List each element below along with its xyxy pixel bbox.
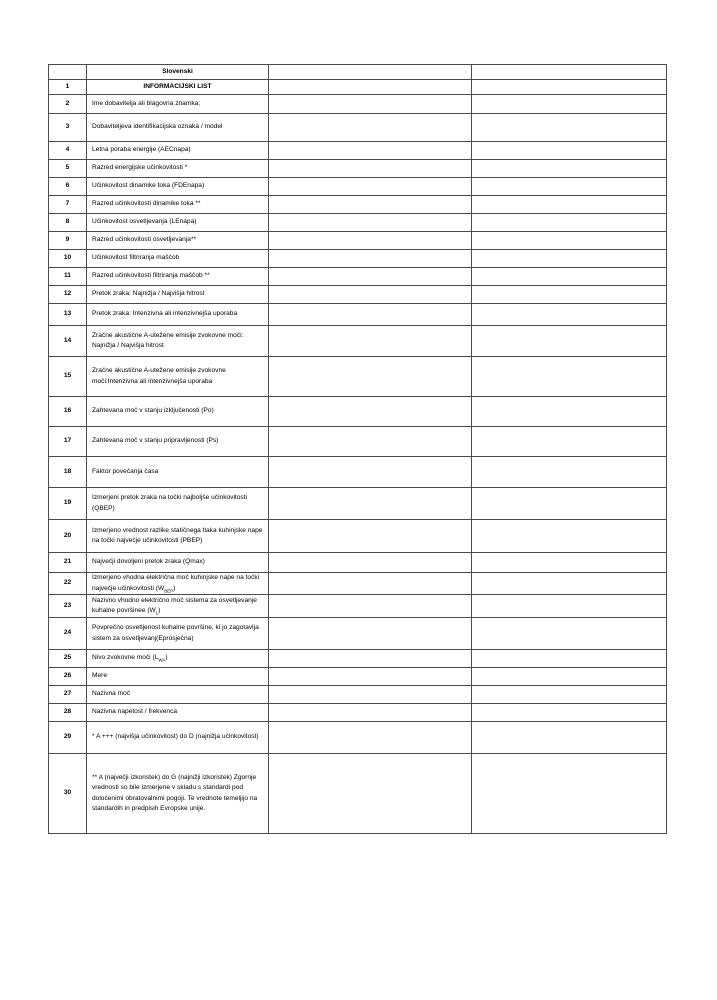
value-cell [472,196,667,214]
value-cell [269,427,472,457]
value-cell [472,686,667,704]
value-cell [472,397,667,427]
row-label-text: Izmerjeno vhodna električna moč kuhinjske nape na točki največje učinkovitosti (W [92,574,260,592]
row-label [87,457,269,488]
value-cell [472,704,667,722]
value-cell [269,553,472,573]
row-number: 7 [49,196,87,214]
title-row [49,80,667,95]
row-number: 21 [49,553,87,573]
value-cell [472,573,667,595]
row-number: 27 [49,686,87,704]
row-number: 11 [49,268,87,286]
row-label-text: Največji dovoljeni pretok zraka (Qmax) [92,558,205,566]
row-number: 20 [49,520,87,553]
row-label [87,178,269,196]
value-cell [269,668,472,686]
row-label [87,232,269,250]
row-label [87,250,269,268]
row-label [87,196,269,214]
row-label-suffix: ) [165,654,168,662]
table-row [49,520,667,553]
row-number: 16 [49,397,87,427]
row-label [87,618,269,650]
row-label [87,397,269,427]
row-number: 4 [49,142,87,160]
table-row [49,142,667,160]
table-row [49,357,667,397]
row-label-text: Ime dobavitelja ali blagovna znamka; [92,99,201,107]
row-label [87,686,269,704]
row-label-text: Zračne akustične A-utežene emisije zvokovne moči: Najnižja / Najvišja hitrost [92,331,244,349]
row-label-text: Faktor povečanja časa [92,467,159,475]
table-row [49,650,667,668]
information-sheet [48,64,666,834]
row-number: 2 [49,95,87,114]
row-number: 22 [49,573,87,595]
table-row [49,686,667,704]
row-label-text: Učinkovitost dinamike toka (FDEnapa) [92,182,205,190]
table-row [49,268,667,286]
table-row [49,232,667,250]
row-label-suffix: ) [173,584,176,592]
value-cell [472,668,667,686]
value-cell [472,722,667,754]
value-cell [472,595,667,618]
table-row [49,250,667,268]
value-cell [269,573,472,595]
value-cell [472,520,667,553]
value-cell [269,250,472,268]
table-row [49,573,667,595]
row-number: 23 [49,595,87,618]
value-cell [472,142,667,160]
value-cell [472,553,667,573]
value-cell [269,686,472,704]
row-label [87,754,269,834]
blank-cell [472,65,667,80]
value-cell [269,268,472,286]
value-cell [269,754,472,834]
value-cell [269,142,472,160]
value-cell [269,178,472,196]
row-number: 29 [49,722,87,754]
table-row [49,326,667,357]
table-row [49,427,667,457]
value-cell [472,357,667,397]
row-label-text: Izmerjeni pretok zraka na točki najboljše učinkovitosti (QBEP) [92,494,248,512]
value-cell [472,232,667,250]
value-cell [269,595,472,618]
row-label-text: Razred učinkovitosti osvetljevanja** [92,236,197,244]
row-number: 19 [49,488,87,520]
table-row [49,668,667,686]
table-row [49,397,667,427]
row-label [87,427,269,457]
row-label-text: ** A (največji izkoristek) do G (najnižji izkoristek) Zgornje vrednosti so bile izmerjene v skladu s standardi pod določenimi obratovalnimi pogoji. Te vrednote temeljijo na standardih in predpisih Evropske unije. [92,773,258,812]
row-number: 12 [49,286,87,304]
value-cell [269,326,472,357]
value-cell [472,650,667,668]
row-label-text: Zahtevana moč v stanju pripravljenosti (Ps) [92,437,219,445]
row-label [87,95,269,114]
row-label-text: Povprečno osvetljenost kuhalne površine, ki jo zagotavlja sistem za osvetljevanj(Eprosječna) [92,624,259,642]
row-number: 8 [49,214,87,232]
row-label-text: Učinkovitost osvetljevanja (LEnapa) [92,218,197,226]
row-number: 17 [49,427,87,457]
language-header: Slovenski [87,65,269,80]
row-label-text: Nazivno vhodno električno moč sistema za osvetljevanje kuhalne površinee (W [92,596,257,614]
row-label [87,553,269,573]
row-label [87,595,269,618]
blank-cell [49,65,87,80]
row-label-text: Razred učinkovitosti dinamike toka ** [92,200,201,208]
row-label-text: Nivo zvokovne moči (L [92,654,159,662]
value-cell [269,722,472,754]
row-label [87,142,269,160]
value-cell [472,214,667,232]
row-label [87,214,269,232]
information-table [48,64,667,834]
row-label [87,722,269,754]
value-cell [269,520,472,553]
value-cell [269,286,472,304]
value-cell [472,326,667,357]
value-cell [269,357,472,397]
row-label [87,326,269,357]
row-label [87,704,269,722]
value-cell [472,304,667,326]
value-cell [472,80,667,95]
row-number: 10 [49,250,87,268]
row-number: 28 [49,704,87,722]
table-row [49,722,667,754]
value-cell [269,80,472,95]
row-label-text: Pretok zraka: Intenzivna ali intenzivnejša uporaba [92,310,238,318]
value-cell [269,650,472,668]
table-row [49,214,667,232]
value-cell [269,457,472,488]
row-number: 9 [49,232,87,250]
row-label [87,520,269,553]
value-cell [472,754,667,834]
language-row [49,65,667,80]
value-cell [269,488,472,520]
value-cell [472,268,667,286]
table-row [49,286,667,304]
row-number: 30 [49,754,87,834]
table-row [49,704,667,722]
table-row [49,196,667,214]
row-label [87,114,269,142]
value-cell [472,114,667,142]
row-label-text: Zračne akustične A-utežene emisije zvokovne moči:Intenzivna ali intenzivnejša uporaba [92,367,226,385]
row-label-subscript: WA [158,657,166,663]
value-cell [472,427,667,457]
row-label-text: * A +++ (najvišja učinkovitost) do D (najnižja učinkovitost) [92,733,259,741]
row-label-text: Dobaviteljeva identifikacijska oznaka / model [92,123,223,131]
row-label-text: Nazivna moč [92,690,131,698]
row-label [87,286,269,304]
row-label-text: Pretok zraka: Najnižja / Najvišja hitrost [92,290,205,298]
table-row [49,114,667,142]
row-label [87,488,269,520]
row-label-text: Razred učinkovitosti filtriranja maščob ** [92,272,210,280]
row-label-text: Mere [92,672,108,680]
row-label-text: Razred energijske učinkovitosti * [92,164,188,172]
row-label-text: Nazivna napetost / frekvenca [92,708,178,716]
value-cell [269,397,472,427]
table-row [49,618,667,650]
row-number: 14 [49,326,87,357]
value-cell [472,178,667,196]
row-number: 6 [49,178,87,196]
table-row [49,553,667,573]
table-row [49,95,667,114]
row-number: 3 [49,114,87,142]
row-label [87,357,269,397]
row-label-suffix: ) [158,607,161,614]
row-number: 5 [49,160,87,178]
value-cell [472,457,667,488]
row-number: 24 [49,618,87,650]
row-number: 25 [49,650,87,668]
value-cell [269,114,472,142]
row-label-subscript: L [155,610,159,616]
row-number: 18 [49,457,87,488]
value-cell [472,488,667,520]
row-label [87,668,269,686]
table-row [49,304,667,326]
row-number: 13 [49,304,87,326]
table-row [49,178,667,196]
row-label [87,650,269,668]
table-row [49,754,667,834]
row-label-text: Letna poraba energije (AECnapa) [92,146,191,154]
table-row [49,488,667,520]
row-label-text: Zahtevana moč v stanju izključenosti (Po) [92,407,214,415]
value-cell [472,160,667,178]
row-number: 15 [49,357,87,397]
row-label-text: Učinkovitost filtriranja maščob [92,254,180,262]
row-label [87,573,269,595]
row-number: 26 [49,668,87,686]
value-cell [472,618,667,650]
row-label [87,304,269,326]
value-cell [269,196,472,214]
table-row [49,457,667,488]
row-label [87,160,269,178]
blank-cell [269,65,472,80]
value-cell [472,250,667,268]
sheet-title: INFORMACIJSKI LIST [87,80,269,95]
row-number: 1 [49,80,87,95]
value-cell [269,214,472,232]
table-row [49,160,667,178]
value-cell [472,286,667,304]
value-cell [269,95,472,114]
value-cell [269,232,472,250]
value-cell [269,618,472,650]
value-cell [269,304,472,326]
row-label-subscript: BEP [164,587,174,593]
value-cell [472,95,667,114]
row-label [87,268,269,286]
value-cell [269,704,472,722]
value-cell [269,160,472,178]
row-label-text: Izmerjeno vrednost razlike statičnega tlaka kuhinjske nape na točki največje učinkovitosti (PBEP) [92,526,263,544]
table-row [49,595,667,618]
